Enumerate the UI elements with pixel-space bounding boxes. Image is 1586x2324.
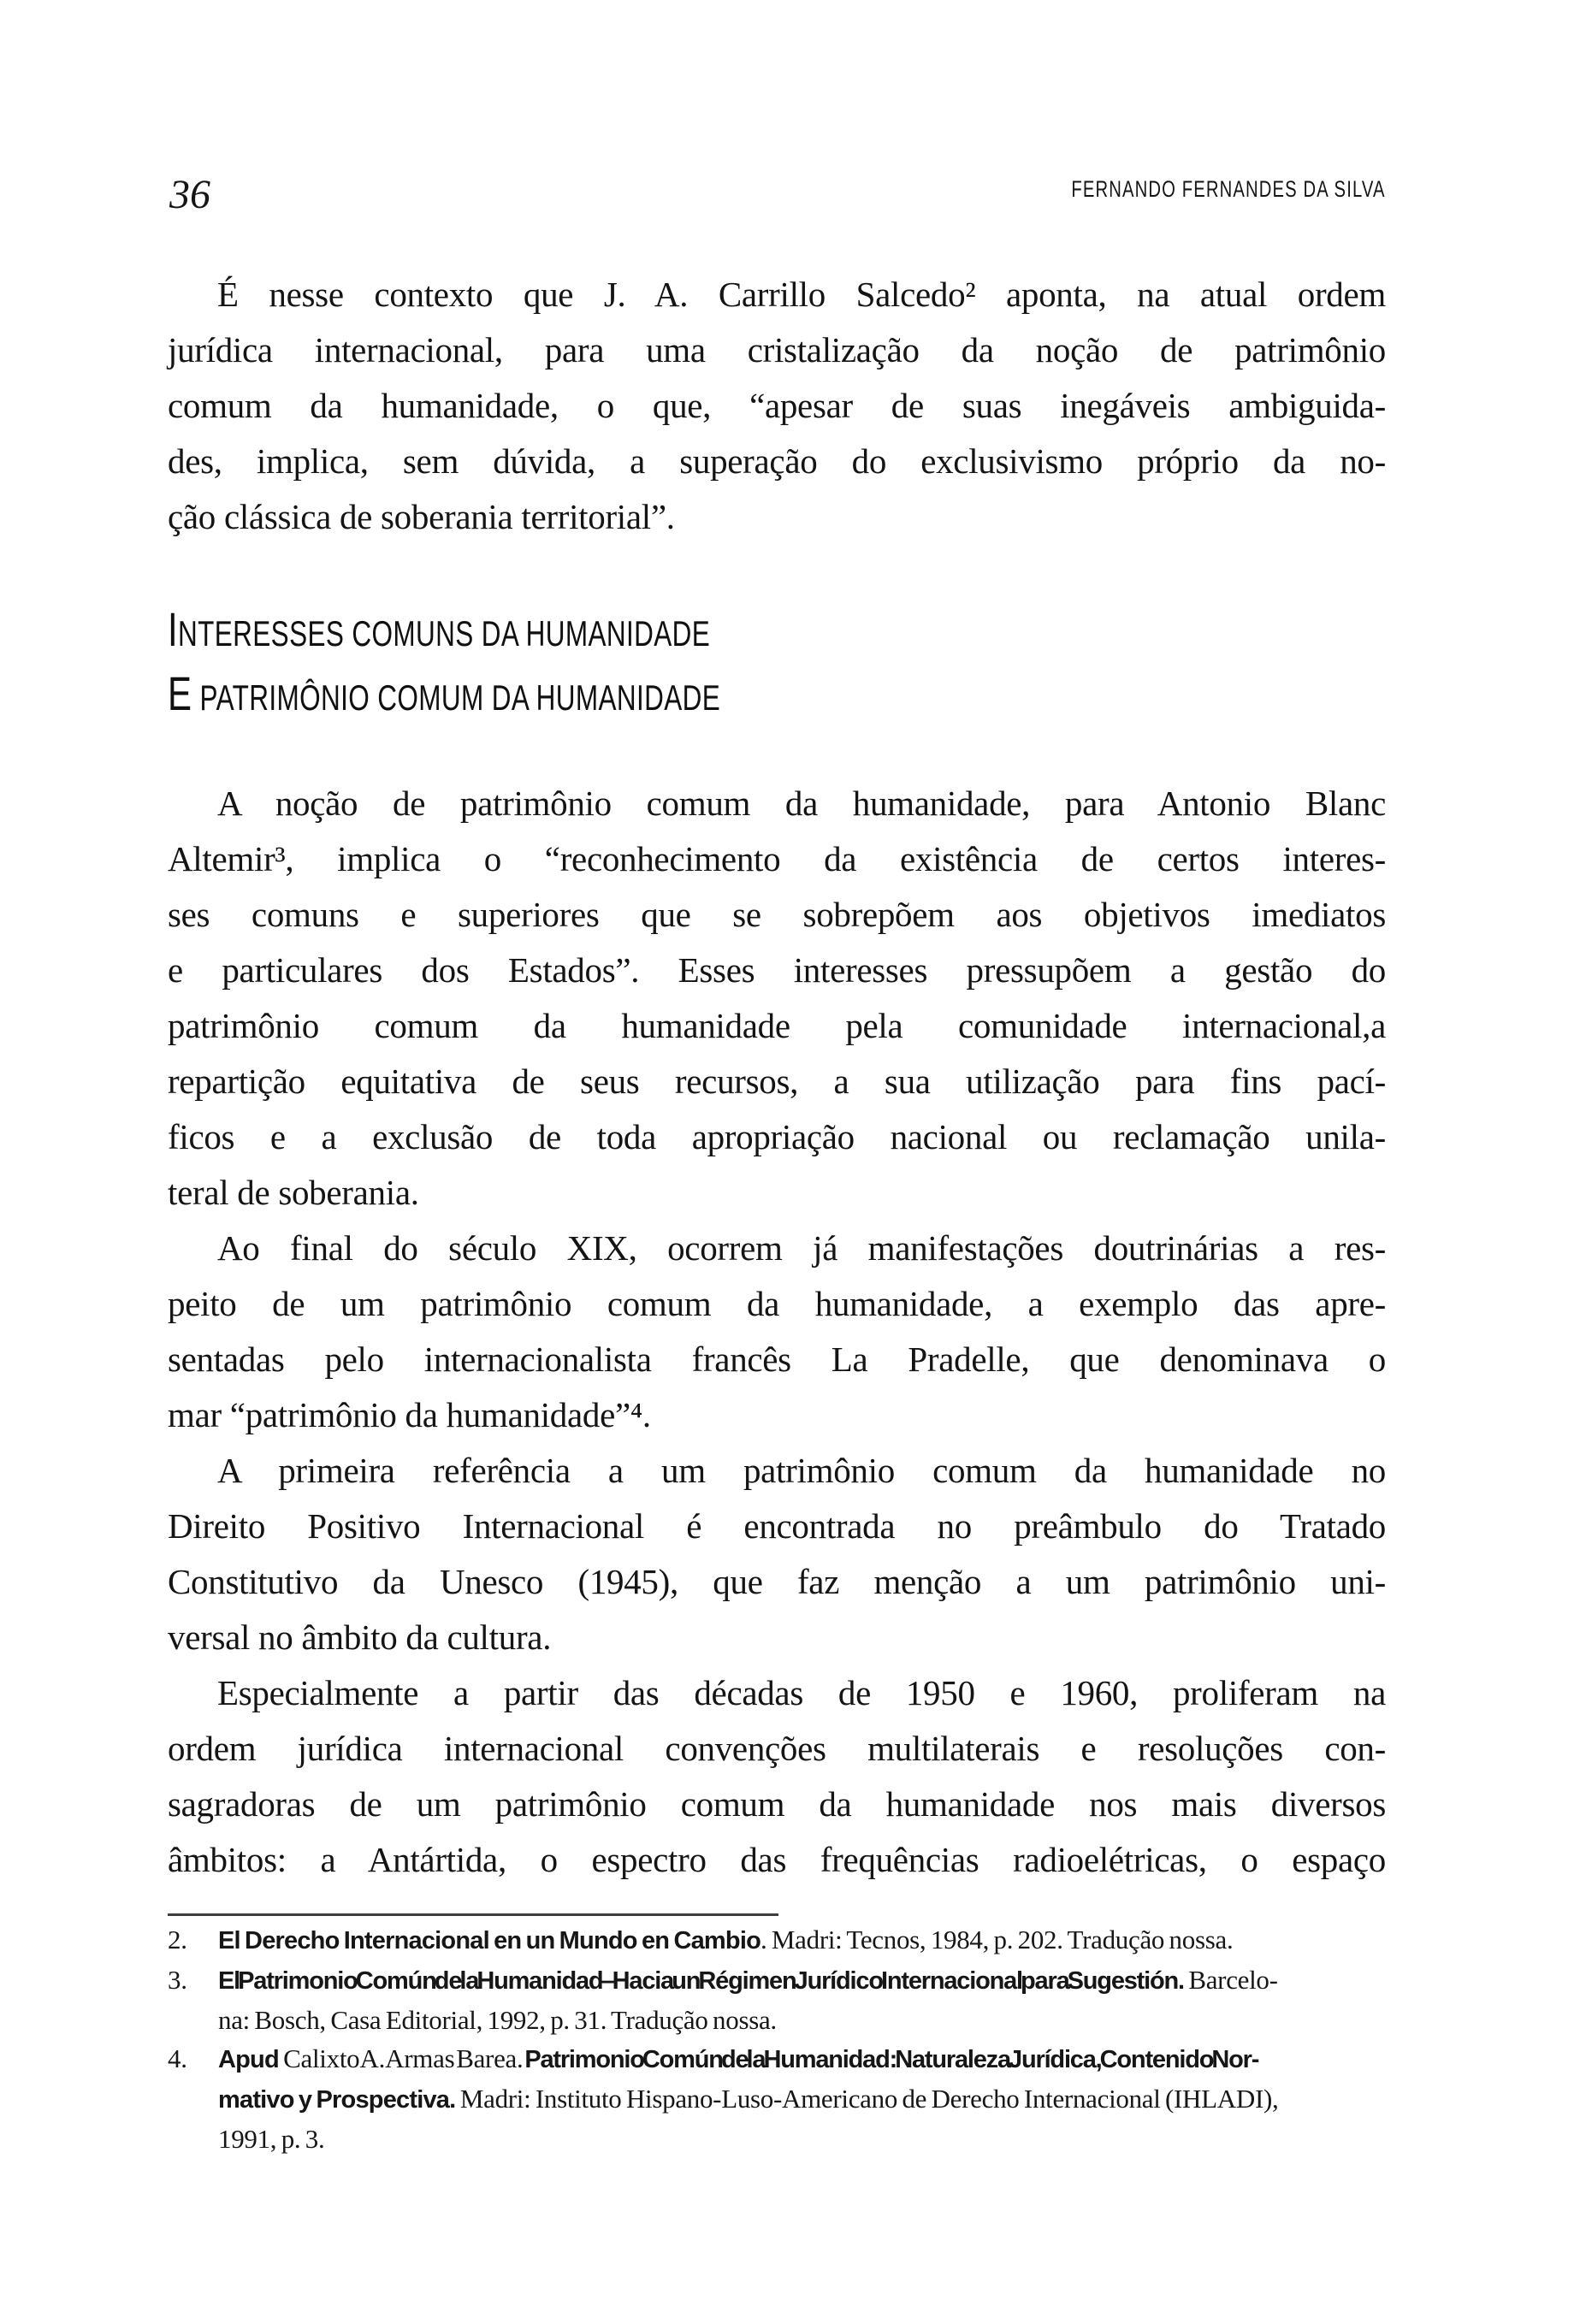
footnote-text: Madri: Instituto Hispano-Luso-Americano de Derecho Internacional (IHLADI), [455, 2084, 1279, 2114]
text-line: mar “patrimônio da humanidade”⁴. [168, 1395, 651, 1434]
footnote-title-bold: El Patrimonio Común de la Humanidad – Hacia un Régimen Jurídico Internacional para Sugestión. [218, 1967, 1184, 1995]
text-line: des, implica, sem dúvida, a superação do exclusivismo próprio da no- [168, 441, 1386, 481]
footnote-body [218, 2039, 1400, 2158]
section-heading-line [168, 664, 1386, 728]
footnote-line [218, 2001, 1400, 2039]
footnote-text: . Madri: Tecnos, 1984, p. 202. Tradução nossa. [760, 1925, 1234, 1954]
footnote-body [218, 1920, 1400, 1960]
body-paragraph [168, 1665, 1386, 1888]
body-paragraph [168, 1221, 1386, 1443]
body-paragraph [168, 267, 1386, 545]
text-line: comum da humanidade, o que, “apesar de suas inegáveis ambiguida- [168, 386, 1386, 425]
section-heading-line [168, 600, 1386, 664]
footnote [168, 1920, 1400, 1960]
text-line: âmbitos: a Antártida, o espectro das frequências radioelétricas, o espaço [168, 1840, 1386, 1879]
footnote-line [218, 2039, 1400, 2079]
text-line: Ao final do século XIX, ocorrem já manifestações doutrinárias a res- [217, 1228, 1386, 1268]
text-column [168, 267, 1386, 1888]
text-line: jurídica internacional, para uma cristalização da noção de patrimônio [168, 330, 1386, 370]
heading-lead-letter: I [168, 602, 179, 656]
running-header [967, 176, 1386, 202]
text-line: ordem jurídica internacional convenções multilaterais e resoluções con- [168, 1729, 1386, 1768]
section-heading [168, 600, 1386, 728]
text-line: Direito Positivo Internacional é encontrada no preâmbulo do Tratado [168, 1506, 1386, 1546]
footnote-body [218, 1960, 1400, 2039]
text-line: A noção de patrimônio comum da humanidade, para Antonio Blanc [217, 784, 1386, 823]
footnote-title-bold: Patrimonio Común de la Humanidad: Naturaleza Jurídica, Contenido Nor- [524, 2046, 1259, 2073]
running-header-author: FERNANDO FERNANDES DA SILVA [1071, 176, 1386, 202]
footnote-title-bold: El Derecho Internacional en un Mundo en Cambio [218, 1927, 760, 1954]
footnote-separator [168, 1913, 778, 1916]
footnote [168, 1960, 1400, 2039]
body-paragraph [168, 1443, 1386, 1665]
text-line: Altemir³, implica o “reconhecimento da existência de certos interes- [168, 839, 1386, 878]
section-heading-text [168, 664, 720, 728]
text-line: ses comuns e superiores que se sobrepõem aos objetivos imediatos [168, 895, 1386, 934]
footnote-line [218, 2120, 1400, 2158]
footnote-number: 3. [168, 1965, 187, 1995]
text-line: versal no âmbito da cultura. [168, 1617, 552, 1657]
footnote-number: 2. [168, 1925, 187, 1954]
footnote-title-bold: mativo y Prospectiva. [218, 2086, 456, 2114]
body-paragraph [168, 776, 1386, 1221]
text-line: ção clássica de soberania territorial”. [168, 497, 675, 536]
heading-lead-letter: E [168, 666, 192, 720]
text-line: sentadas pelo internacionalista francês La Pradelle, que denominava o [168, 1339, 1386, 1379]
text-line: peito de um patrimônio comum da humanidade, a exemplo das apre- [168, 1284, 1386, 1323]
text-line: ficos e a exclusão de toda apropriação nacional ou reclamação unila- [168, 1117, 1386, 1156]
text-line: sagradoras de um patrimônio comum da humanidade nos mais diversos [168, 1784, 1386, 1824]
text-line: e particulares dos Estados”. Esses interesses pressupõem a gestão do [168, 950, 1386, 990]
footnote-line [218, 1960, 1400, 2001]
page-number: 36 [169, 172, 210, 217]
text-line: repartição equitativa de seus recursos, a sua utilização para fins pací- [168, 1061, 1386, 1101]
footnotes [168, 1920, 1400, 2158]
footnote-text: na: Bosch, Casa Editorial, 1992, p. 31. Tradução nossa. [218, 2005, 777, 2035]
text-line: Constitutivo da Unesco (1945), que faz menção a um patrimônio uni- [168, 1562, 1386, 1601]
text-line: A primeira referência a um patrimônio comum da humanidade no [217, 1451, 1386, 1490]
heading-rest-text: PATRIMÔNIO COMUM DA HUMANIDADE [192, 677, 721, 718]
footnote-text: Barcelo- [1183, 1965, 1278, 1995]
heading-rest-text: NTERESSES COMUNS DA HUMANIDADE [178, 613, 711, 653]
section-heading-text [168, 600, 710, 664]
text-line: Especialmente a partir das décadas de 1950 e 1960, proliferam na [217, 1673, 1386, 1712]
footnote-line [218, 2079, 1400, 2120]
footnote-line [218, 1920, 1400, 1960]
text-line: teral de soberania. [168, 1173, 419, 1212]
text-line: patrimônio comum da humanidade pela comunidade internacional,a [168, 1006, 1386, 1045]
footnote [168, 2039, 1400, 2158]
footnote-number: 4. [168, 2043, 187, 2073]
footnote-text: Calixto A. Armas Barea. [283, 2043, 525, 2073]
footnote-text: 1991, p. 3. [218, 2124, 325, 2154]
text-line: É nesse contexto que J. A. Carrillo Salcedo² aponta, na atual ordem [217, 275, 1386, 314]
footnote-title-bold: Apud [218, 2046, 284, 2073]
